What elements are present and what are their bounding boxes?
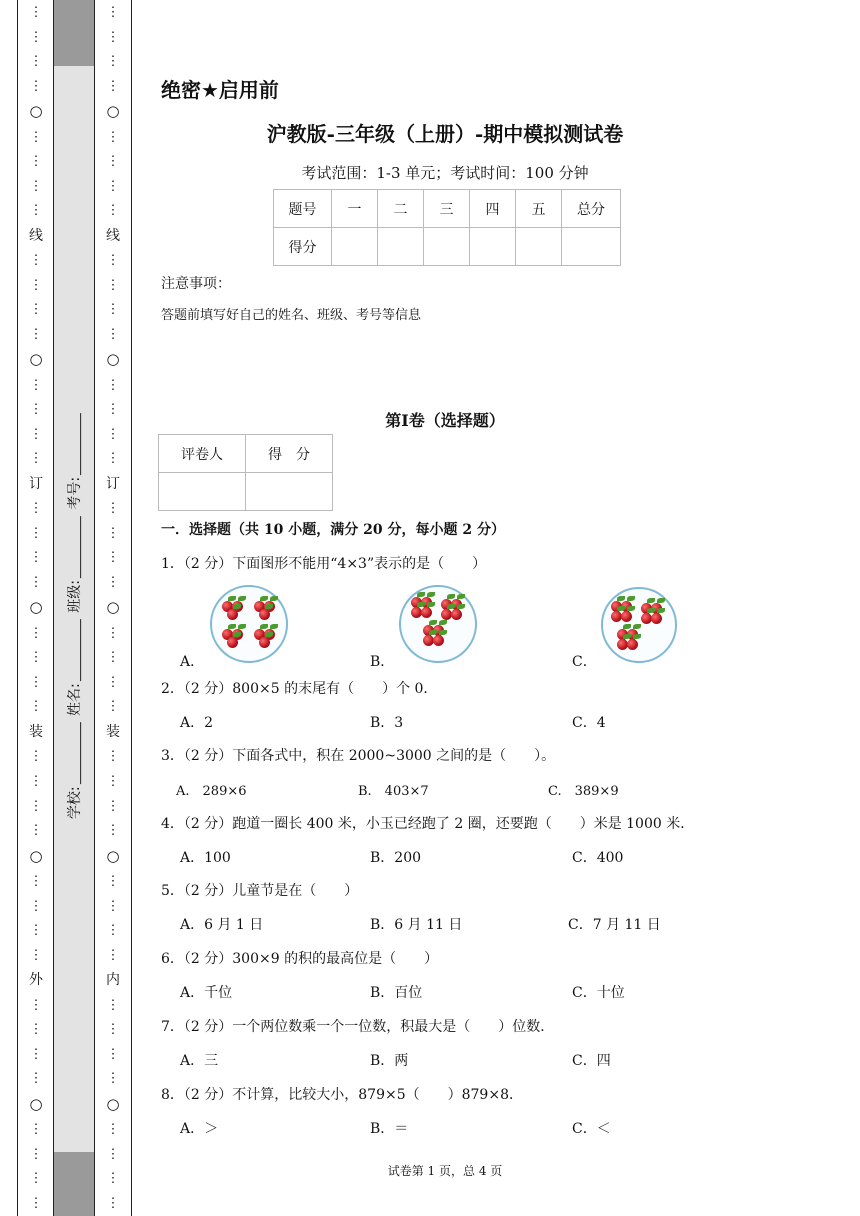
binding-dot: ⋮ xyxy=(29,203,43,219)
binding-dot: ⋮ xyxy=(106,1022,120,1038)
q8-option-b: B．＝ xyxy=(370,1121,409,1137)
question-1: 1．（2 分）下面图形不能用“4×3”表示的是（ ） xyxy=(161,556,487,572)
binding-dot: ⋮ xyxy=(106,923,120,939)
inner-dot-column xyxy=(102,0,124,1216)
cherry-leaf-shape xyxy=(228,596,236,601)
binding-dot: ⋮ xyxy=(29,574,43,590)
binding-dot: ⋮ xyxy=(29,451,43,467)
cherry-plate-b-image xyxy=(399,585,477,663)
binding-dot: ⋮ xyxy=(106,451,120,467)
q6-option-b: B．百位 xyxy=(370,985,423,1001)
cherry-leaf-shape xyxy=(233,604,241,609)
grader-blank-cell xyxy=(159,473,246,511)
q5-option-a: A．6 月 1 日 xyxy=(180,917,264,933)
binding-dot: ⋮ xyxy=(106,253,120,269)
binding-dot: ⋮ xyxy=(106,326,120,342)
binding-dot: ⋮ xyxy=(106,674,120,690)
binding-dot: ⋮ xyxy=(29,674,43,690)
q1-option-a: A． xyxy=(180,654,205,670)
cherry-leaf-shape xyxy=(623,634,631,639)
binding-char: 装 xyxy=(106,723,120,740)
binding-dot: ⋮ xyxy=(29,923,43,939)
cherry-shape xyxy=(259,637,270,648)
school-label: 学校: xyxy=(67,786,84,820)
binding-dot: ⋮ xyxy=(29,501,43,517)
cherry-leaf-shape xyxy=(657,608,665,613)
secret-mark: 绝密★启用前 xyxy=(161,78,279,102)
binding-dot: ⋮ xyxy=(29,749,43,765)
cherry-leaf-shape xyxy=(238,596,246,601)
binding-circle-mark: ○ xyxy=(106,1094,120,1113)
binding-dot: ⋮ xyxy=(106,997,120,1013)
cherry-leaf-shape xyxy=(633,624,641,629)
binding-dot: ⋮ xyxy=(106,798,120,814)
binding-dot: ⋮ xyxy=(106,54,120,70)
binding-char: 外 xyxy=(29,972,43,989)
binding-dot: ⋮ xyxy=(106,1195,120,1211)
score-cell: 五 xyxy=(516,190,562,228)
cherry-leaf-shape xyxy=(265,604,273,609)
cherry-leaf-shape xyxy=(233,632,241,637)
binding-dot: ⋮ xyxy=(106,277,120,293)
binding-dot: ⋮ xyxy=(106,525,120,541)
binding-circle-mark: ○ xyxy=(29,1094,43,1113)
binding-dot: ⋮ xyxy=(106,5,120,20)
question-6: 6．（2 分）300×9 的积的最高位是（ ） xyxy=(161,951,439,967)
name-blank xyxy=(80,619,81,681)
binding-char: 装 xyxy=(29,723,43,740)
binding-dot: ⋮ xyxy=(29,1071,43,1087)
binding-circle-mark: ○ xyxy=(29,846,43,865)
binding-line xyxy=(17,0,18,1216)
binding-char: 订 xyxy=(106,475,120,492)
binding-dot: ⋮ xyxy=(29,947,43,963)
score-blank-cell xyxy=(378,228,424,266)
binding-dot: ⋮ xyxy=(29,129,43,145)
cherry-leaf-shape xyxy=(427,602,435,607)
binding-line xyxy=(131,0,132,1216)
cherry-shape xyxy=(227,609,238,620)
cherry-leaf-shape xyxy=(270,596,278,601)
binding-dot: ⋮ xyxy=(106,650,120,666)
q2-option-c: C．4 xyxy=(572,715,606,731)
binding-dot: ⋮ xyxy=(106,302,120,318)
cherry-leaf-shape xyxy=(647,598,655,603)
cherry-leaf-shape xyxy=(417,592,425,597)
q3-option-a: A. 289×6 xyxy=(176,784,247,799)
cherry-shape xyxy=(651,613,662,624)
class-blank xyxy=(80,516,81,578)
binding-dot: ⋮ xyxy=(29,798,43,814)
cherry-leaf-shape xyxy=(623,624,631,629)
binding-dot: ⋮ xyxy=(106,1122,120,1138)
binding-circle-mark: ○ xyxy=(29,598,43,617)
score-cell: 总分 xyxy=(562,190,621,228)
binding-dot: ⋮ xyxy=(106,377,120,393)
cherry-shape xyxy=(259,609,270,620)
binding-char: 线 xyxy=(29,227,43,244)
strip-cap-bottom xyxy=(54,1152,94,1216)
binding-dot: ⋮ xyxy=(106,1146,120,1162)
binding-dot: ⋮ xyxy=(29,1171,43,1187)
binding-dot: ⋮ xyxy=(29,874,43,890)
score-table xyxy=(273,189,621,266)
notes-text: 答题前填写好自己的姓名、班级、考号等信息 xyxy=(161,308,422,323)
binding-dot: ⋮ xyxy=(106,1046,120,1062)
cherry-shape xyxy=(433,635,444,646)
binding-dot: ⋮ xyxy=(29,154,43,170)
binding-dot: ⋮ xyxy=(29,550,43,566)
binding-dot: ⋮ xyxy=(29,178,43,194)
cherry-leaf-shape xyxy=(439,630,447,635)
binding-dot: ⋮ xyxy=(29,302,43,318)
binding-dot: ⋮ xyxy=(106,29,120,45)
cherry-leaf-shape xyxy=(633,634,641,639)
cherry-leaf-shape xyxy=(457,594,465,599)
q7-option-c: C．四 xyxy=(572,1053,611,1069)
notes-heading: 注意事项： xyxy=(161,276,231,292)
binding-margin xyxy=(0,0,135,1216)
q2-option-a: A．2 xyxy=(180,715,214,731)
binding-dot: ⋮ xyxy=(106,129,120,145)
cherry-leaf-shape xyxy=(447,594,455,599)
cherry-leaf-shape xyxy=(627,606,635,611)
q3-option-b: B. 403×7 xyxy=(358,784,429,799)
binding-dot: ⋮ xyxy=(106,501,120,517)
binding-dot: ⋮ xyxy=(106,1071,120,1087)
cherry-leaf-shape xyxy=(647,608,655,613)
binding-dot: ⋮ xyxy=(29,253,43,269)
binding-char: 线 xyxy=(106,227,120,244)
binding-dot: ⋮ xyxy=(29,898,43,914)
binding-dot: ⋮ xyxy=(106,154,120,170)
exam-title: 沪教版-三年级（上册）-期中模拟测试卷 xyxy=(266,122,624,146)
binding-dot: ⋮ xyxy=(106,1171,120,1187)
binding-char: 内 xyxy=(106,972,120,989)
binding-dot: ⋮ xyxy=(106,823,120,839)
score-cell: 一 xyxy=(332,190,378,228)
cherry-leaf-shape xyxy=(260,624,268,629)
binding-circle-mark: ○ xyxy=(106,846,120,865)
cherry-leaf-shape xyxy=(429,630,437,635)
binding-dot: ⋮ xyxy=(106,773,120,789)
score-cell: 三 xyxy=(424,190,470,228)
binding-dot: ⋮ xyxy=(29,426,43,442)
binding-dot: ⋮ xyxy=(29,1195,43,1211)
grader-table xyxy=(158,434,333,511)
q4-option-a: A．100 xyxy=(180,850,231,866)
cherry-leaf-shape xyxy=(427,592,435,597)
q6-option-a: A．千位 xyxy=(180,985,233,1001)
question-7: 7．（2 分）一个两位数乘一个一位数，积最大是（ ）位数． xyxy=(161,1019,555,1035)
question-2: 2．（2 分）800×5 的末尾有（ ）个 0． xyxy=(161,681,438,697)
cherry-shape xyxy=(621,611,632,622)
score-cell: 四 xyxy=(470,190,516,228)
binding-dot: ⋮ xyxy=(106,402,120,418)
cherry-plate-c-image xyxy=(601,587,677,663)
cherry-leaf-shape xyxy=(439,620,447,625)
cherry-leaf-shape xyxy=(457,604,465,609)
grader-blank-cell xyxy=(246,473,333,511)
binding-dot: ⋮ xyxy=(29,29,43,45)
binding-dot: ⋮ xyxy=(29,402,43,418)
binding-dot: ⋮ xyxy=(106,574,120,590)
score-blank-cell xyxy=(470,228,516,266)
cherry-shape xyxy=(227,637,238,648)
score-value-row xyxy=(274,228,621,266)
exam-no-label: 考号: xyxy=(67,476,84,510)
binding-dot: ⋮ xyxy=(29,650,43,666)
binding-dot: ⋮ xyxy=(29,699,43,715)
cherry-leaf-shape xyxy=(260,596,268,601)
q5-option-c: C．7 月 11 日 xyxy=(568,917,661,933)
grader-cell: 得 分 xyxy=(246,435,333,473)
cherry-leaf-shape xyxy=(228,624,236,629)
cherry-shape xyxy=(451,609,462,620)
binding-dot: ⋮ xyxy=(106,78,120,94)
q5-option-b: B．6 月 11 日 xyxy=(370,917,463,933)
binding-dot: ⋮ xyxy=(106,699,120,715)
binding-dot: ⋮ xyxy=(29,1022,43,1038)
question-5: 5．（2 分）儿童节是在（ ） xyxy=(161,883,359,899)
cherry-leaf-shape xyxy=(265,632,273,637)
q8-option-a: A．＞ xyxy=(180,1121,219,1137)
binding-circle-mark: ○ xyxy=(106,350,120,369)
cherry-shape xyxy=(421,607,432,618)
binding-dot: ⋮ xyxy=(29,78,43,94)
cherry-leaf-shape xyxy=(447,604,455,609)
cherry-shape xyxy=(627,639,638,650)
binding-circle-mark: ○ xyxy=(106,598,120,617)
q4-option-c: C．400 xyxy=(572,850,624,866)
q7-option-a: A．三 xyxy=(180,1053,219,1069)
binding-dot: ⋮ xyxy=(29,1146,43,1162)
outer-dot-column xyxy=(25,0,47,1216)
q4-option-b: B．200 xyxy=(370,850,422,866)
school-blank xyxy=(80,722,81,784)
binding-dot: ⋮ xyxy=(106,625,120,641)
page-footer: 试卷第 1 页，总 4 页 xyxy=(387,1164,503,1178)
q1-option-c: C． xyxy=(572,654,597,670)
binding-char: 订 xyxy=(29,475,43,492)
cherry-leaf-shape xyxy=(657,598,665,603)
section-heading: 一．选择题（共 10 小题，满分 20 分，每小题 2 分） xyxy=(161,522,505,538)
binding-dot: ⋮ xyxy=(106,203,120,219)
cherry-leaf-shape xyxy=(238,624,246,629)
q3-option-c: C. 389×9 xyxy=(548,784,619,799)
binding-dot: ⋮ xyxy=(106,898,120,914)
binding-dot: ⋮ xyxy=(106,947,120,963)
q1-option-b: B． xyxy=(370,654,395,670)
score-blank-cell xyxy=(424,228,470,266)
name-label: 姓名: xyxy=(67,683,84,716)
binding-dot: ⋮ xyxy=(29,997,43,1013)
score-blank-cell xyxy=(562,228,621,266)
question-3: 3．（2 分）下面各式中，积在 2000~3000 之间的是（ ）。 xyxy=(161,748,556,764)
binding-dot: ⋮ xyxy=(106,178,120,194)
cherry-leaf-shape xyxy=(270,624,278,629)
binding-circle-mark: ○ xyxy=(29,350,43,369)
binding-dot: ⋮ xyxy=(29,773,43,789)
binding-dot: ⋮ xyxy=(29,823,43,839)
grader-cell: 评卷人 xyxy=(159,435,246,473)
question-4: 4．（2 分）跑道一圈长 400 米，小玉已经跑了 2 圈，还要跑（ ）米是 1000 米． xyxy=(161,816,695,832)
binding-dot: ⋮ xyxy=(29,625,43,641)
score-blank-cell xyxy=(332,228,378,266)
exam-subtitle: 考试范围：1-3 单元；考试时间：100 分钟 xyxy=(301,164,589,182)
binding-dot: ⋮ xyxy=(29,1122,43,1138)
cherry-leaf-shape xyxy=(429,620,437,625)
binding-dot: ⋮ xyxy=(29,1046,43,1062)
binding-dot: ⋮ xyxy=(106,426,120,442)
exam-no-blank xyxy=(80,413,81,475)
cherry-leaf-shape xyxy=(617,606,625,611)
score-header-row xyxy=(274,190,621,228)
score-cell: 得分 xyxy=(274,228,332,266)
question-8: 8．（2 分）不计算，比较大小，879×5（ ）879×8． xyxy=(161,1087,523,1103)
binding-circle-mark: ○ xyxy=(29,102,43,121)
binding-dot: ⋮ xyxy=(29,525,43,541)
score-cell: 题号 xyxy=(274,190,332,228)
binding-dot: ⋮ xyxy=(29,5,43,20)
q8-option-c: C．＜ xyxy=(572,1121,611,1137)
score-blank-cell xyxy=(516,228,562,266)
cherry-plate-a-image xyxy=(210,585,288,663)
strip-cap-top xyxy=(54,0,94,66)
q2-option-b: B．3 xyxy=(370,715,404,731)
binding-dot: ⋮ xyxy=(29,377,43,393)
binding-dot: ⋮ xyxy=(29,277,43,293)
score-cell: 二 xyxy=(378,190,424,228)
binding-dot: ⋮ xyxy=(106,550,120,566)
cherry-leaf-shape xyxy=(417,602,425,607)
q7-option-b: B．两 xyxy=(370,1053,409,1069)
class-label: 班级: xyxy=(67,580,84,613)
cherry-leaf-shape xyxy=(627,596,635,601)
binding-circle-mark: ○ xyxy=(106,102,120,121)
binding-dot: ⋮ xyxy=(106,874,120,890)
binding-dot: ⋮ xyxy=(29,326,43,342)
binding-dot: ⋮ xyxy=(29,54,43,70)
q6-option-c: C．十位 xyxy=(572,985,625,1001)
student-info-vertical xyxy=(54,380,94,850)
cherry-leaf-shape xyxy=(617,596,625,601)
part-title: 第Ⅰ卷（选择题） xyxy=(385,411,505,430)
binding-dot: ⋮ xyxy=(106,749,120,765)
